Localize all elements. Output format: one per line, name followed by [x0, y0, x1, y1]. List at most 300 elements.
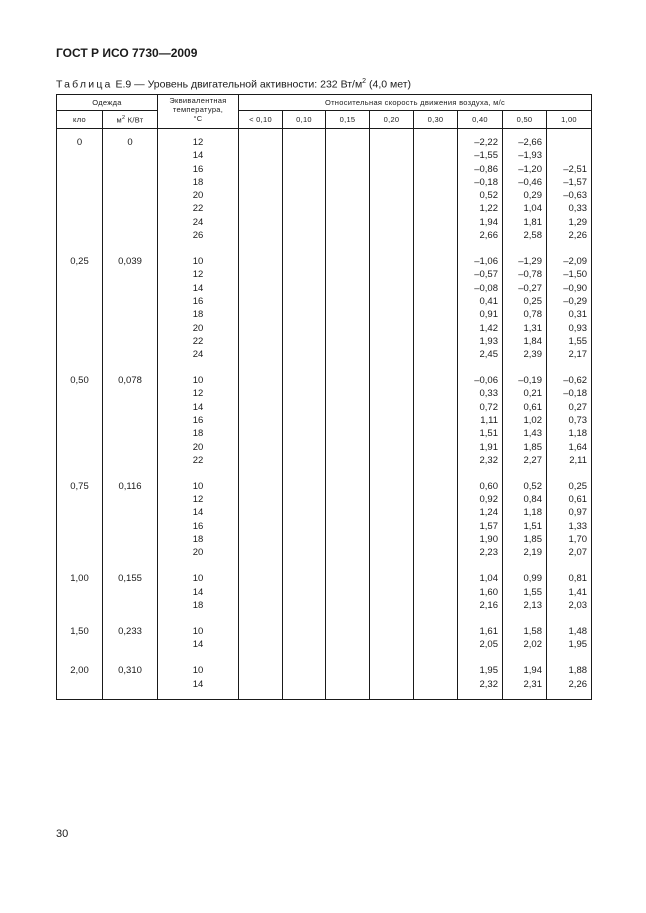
value-cell [414, 255, 458, 268]
temperature-cell: 22 [158, 335, 239, 348]
value-cell: 2,32 [458, 678, 503, 691]
empty-cell [370, 467, 414, 480]
temperature-cell: 18 [158, 533, 239, 546]
empty-cell [239, 691, 283, 700]
clo-cell: 1,00 [57, 572, 103, 585]
clo-cell: 1,50 [57, 625, 103, 638]
value-cell [239, 414, 283, 427]
spacer-row [57, 129, 592, 137]
m2kw-cell [103, 229, 158, 242]
temperature-cell: 12 [158, 493, 239, 506]
value-cell [326, 480, 370, 493]
value-cell [414, 414, 458, 427]
m2kw-cell [103, 268, 158, 281]
value-cell [326, 454, 370, 467]
value-cell [239, 441, 283, 454]
m2kw-cell [103, 546, 158, 559]
value-cell [239, 427, 283, 440]
empty-cell [103, 129, 158, 137]
table-caption [56, 78, 411, 91]
value-cell [283, 546, 326, 559]
empty-cell [503, 242, 547, 255]
value-cell [283, 599, 326, 612]
value-cell: 1,18 [503, 506, 547, 519]
value-cell: 2,32 [458, 454, 503, 467]
value-cell [326, 282, 370, 295]
clothing-header: Одежда [57, 95, 158, 111]
value-cell [239, 229, 283, 242]
clo-cell [57, 414, 103, 427]
empty-cell [57, 242, 103, 255]
value-cell [283, 414, 326, 427]
empty-cell [326, 691, 370, 700]
temperature-cell: 16 [158, 163, 239, 176]
temperature-header [158, 95, 239, 129]
empty-cell [283, 361, 326, 374]
empty-cell [158, 361, 239, 374]
value-cell [370, 546, 414, 559]
empty-cell [239, 612, 283, 625]
table-row [57, 506, 592, 519]
value-cell [414, 493, 458, 506]
empty-cell [370, 242, 414, 255]
table-row [57, 136, 592, 149]
value-cell: –0,86 [458, 163, 503, 176]
value-cell [283, 493, 326, 506]
value-cell [370, 308, 414, 321]
value-cell: 0,97 [547, 506, 592, 519]
empty-cell [57, 467, 103, 480]
value-cell [283, 441, 326, 454]
value-cell [239, 216, 283, 229]
clo-cell: 0,75 [57, 480, 103, 493]
value-cell: 2,11 [547, 454, 592, 467]
temperature-cell: 24 [158, 348, 239, 361]
speed-header: 0,50 [503, 111, 547, 129]
empty-cell [158, 612, 239, 625]
empty-cell [414, 242, 458, 255]
value-cell [326, 255, 370, 268]
m2kw-cell [103, 441, 158, 454]
empty-cell [283, 612, 326, 625]
table-row [57, 163, 592, 176]
temperature-cell: 14 [158, 678, 239, 691]
value-cell: 0,92 [458, 493, 503, 506]
value-cell [326, 520, 370, 533]
value-cell: 2,58 [503, 229, 547, 242]
value-cell [283, 533, 326, 546]
empty-cell [414, 129, 458, 137]
m2kw-cell [103, 414, 158, 427]
table-row [57, 678, 592, 691]
empty-cell [326, 129, 370, 137]
value-cell [283, 401, 326, 414]
m2kw-cell: 0,039 [103, 255, 158, 268]
table-body [57, 129, 592, 700]
value-cell [283, 268, 326, 281]
caption-suffix: (4,0 мет) [366, 78, 412, 91]
temperature-cell: 16 [158, 520, 239, 533]
value-cell: 2,31 [503, 678, 547, 691]
empty-cell [326, 361, 370, 374]
value-cell [414, 322, 458, 335]
temperature-cell: 10 [158, 625, 239, 638]
value-cell [239, 638, 283, 651]
m2kw-cell [103, 401, 158, 414]
value-cell: –0,62 [547, 374, 592, 387]
value-cell [283, 216, 326, 229]
empty-cell [458, 612, 503, 625]
value-cell [239, 163, 283, 176]
table-row [57, 202, 592, 215]
empty-cell [103, 560, 158, 573]
value-cell: 0,81 [547, 572, 592, 585]
table-row [57, 295, 592, 308]
value-cell [414, 599, 458, 612]
value-cell: –0,19 [503, 374, 547, 387]
value-cell: –0,18 [547, 387, 592, 400]
spacer-row [57, 612, 592, 625]
value-cell [326, 308, 370, 321]
value-cell [370, 586, 414, 599]
spacer-row [57, 242, 592, 255]
value-cell: 1,29 [547, 216, 592, 229]
value-cell: 0,78 [503, 308, 547, 321]
empty-cell [283, 691, 326, 700]
value-cell [326, 572, 370, 585]
temperature-cell: 14 [158, 149, 239, 162]
empty-cell [57, 361, 103, 374]
spacer-row [57, 361, 592, 374]
value-cell: –2,09 [547, 255, 592, 268]
temperature-cell: 18 [158, 308, 239, 321]
value-cell [370, 493, 414, 506]
value-cell [239, 335, 283, 348]
value-cell: 0,84 [503, 493, 547, 506]
value-cell: 0,93 [547, 322, 592, 335]
empty-cell [103, 467, 158, 480]
empty-cell [57, 129, 103, 137]
m2kw-cell [103, 176, 158, 189]
clo-cell [57, 441, 103, 454]
value-cell [414, 586, 458, 599]
value-cell [414, 454, 458, 467]
value-cell [414, 163, 458, 176]
clo-cell [57, 348, 103, 361]
value-cell [326, 678, 370, 691]
empty-cell [414, 361, 458, 374]
table-row [57, 268, 592, 281]
empty-cell [103, 612, 158, 625]
table-row [57, 638, 592, 651]
value-cell [414, 441, 458, 454]
value-cell [283, 255, 326, 268]
value-cell: 2,07 [547, 546, 592, 559]
value-cell [283, 189, 326, 202]
table-row [57, 149, 592, 162]
value-cell: –0,27 [503, 282, 547, 295]
value-cell: 1,04 [503, 202, 547, 215]
clo-cell [57, 454, 103, 467]
empty-cell [103, 691, 158, 700]
value-cell [414, 572, 458, 585]
value-cell: 0,27 [547, 401, 592, 414]
m2kw-cell [103, 586, 158, 599]
empty-cell [458, 652, 503, 665]
value-cell: 0,25 [547, 480, 592, 493]
empty-cell [458, 242, 503, 255]
value-cell [414, 401, 458, 414]
empty-cell [503, 652, 547, 665]
empty-cell [158, 242, 239, 255]
m2kw-cell [103, 454, 158, 467]
clo-cell [57, 638, 103, 651]
value-cell: 1,84 [503, 335, 547, 348]
value-cell [370, 664, 414, 677]
value-cell: –1,93 [503, 149, 547, 162]
clo-cell [57, 295, 103, 308]
value-cell [283, 176, 326, 189]
empty-cell [503, 612, 547, 625]
empty-cell [57, 560, 103, 573]
empty-cell [283, 242, 326, 255]
clo-cell [57, 401, 103, 414]
m2kw-cell [103, 638, 158, 651]
empty-cell [458, 560, 503, 573]
empty-cell [57, 652, 103, 665]
value-cell: –2,51 [547, 163, 592, 176]
caption-text: Е.9 — Уровень двигательной активности: 232 Вт/м [112, 78, 363, 91]
value-cell [370, 268, 414, 281]
empty-cell [414, 612, 458, 625]
empty-cell [158, 560, 239, 573]
value-cell [326, 229, 370, 242]
value-cell: 1,41 [547, 586, 592, 599]
clo-cell [57, 427, 103, 440]
table-row [57, 387, 592, 400]
clo-cell [57, 546, 103, 559]
empty-cell [370, 129, 414, 137]
value-cell [414, 625, 458, 638]
value-cell: 2,03 [547, 599, 592, 612]
value-cell [283, 202, 326, 215]
temperature-cell: 14 [158, 638, 239, 651]
document-header: ГОСТ Р ИСО 7730—2009 [56, 46, 198, 60]
empty-cell [103, 242, 158, 255]
value-cell [239, 374, 283, 387]
value-cell: –0,18 [458, 176, 503, 189]
value-cell: 2,26 [547, 229, 592, 242]
clo-cell: 0,50 [57, 374, 103, 387]
empty-cell [158, 467, 239, 480]
value-cell [370, 176, 414, 189]
table-row [57, 664, 592, 677]
empty-cell [239, 652, 283, 665]
clo-cell [57, 189, 103, 202]
value-cell [414, 282, 458, 295]
value-cell [283, 163, 326, 176]
value-cell: 0,52 [458, 189, 503, 202]
clo-cell [57, 599, 103, 612]
value-cell [326, 387, 370, 400]
temperature-cell: 16 [158, 295, 239, 308]
value-cell: –0,29 [547, 295, 592, 308]
temperature-cell: 16 [158, 414, 239, 427]
value-cell: 0,61 [503, 401, 547, 414]
value-cell [414, 149, 458, 162]
temperature-cell: 12 [158, 387, 239, 400]
empty-cell [57, 691, 103, 700]
value-cell: –0,06 [458, 374, 503, 387]
clo-cell [57, 202, 103, 215]
clo-cell [57, 176, 103, 189]
value-cell [239, 625, 283, 638]
value-cell [326, 322, 370, 335]
m2kw-cell [103, 308, 158, 321]
value-cell [239, 136, 283, 149]
value-cell [370, 401, 414, 414]
value-cell: 1,55 [503, 586, 547, 599]
value-cell [370, 163, 414, 176]
value-cell [414, 427, 458, 440]
value-cell [283, 229, 326, 242]
value-cell [414, 308, 458, 321]
value-cell: –1,55 [458, 149, 503, 162]
speed-header: 1,00 [547, 111, 592, 129]
m2kw-cell [103, 149, 158, 162]
empty-cell [370, 612, 414, 625]
value-cell [239, 255, 283, 268]
value-cell [370, 599, 414, 612]
value-cell [239, 520, 283, 533]
temperature-cell: 10 [158, 374, 239, 387]
empty-cell [370, 691, 414, 700]
air-speed-header: Относительная скорость движения воздуха, м/с [239, 95, 592, 111]
table-row [57, 427, 592, 440]
clo-cell [57, 282, 103, 295]
m2kw-cell [103, 295, 158, 308]
value-cell [326, 149, 370, 162]
empty-cell [503, 691, 547, 700]
value-cell [370, 414, 414, 427]
value-cell [283, 572, 326, 585]
table-row [57, 454, 592, 467]
value-cell [414, 216, 458, 229]
clo-cell [57, 678, 103, 691]
empty-cell [547, 467, 592, 480]
value-cell [414, 533, 458, 546]
value-cell: 0,33 [458, 387, 503, 400]
value-cell: –2,22 [458, 136, 503, 149]
value-cell: 0,99 [503, 572, 547, 585]
m2kw-cell: 0,310 [103, 664, 158, 677]
value-cell [414, 374, 458, 387]
value-cell: 1,55 [547, 335, 592, 348]
clo-cell: 2,00 [57, 664, 103, 677]
value-cell [370, 678, 414, 691]
value-cell: 2,19 [503, 546, 547, 559]
m2kw-cell [103, 599, 158, 612]
value-cell [370, 216, 414, 229]
value-cell: 1,70 [547, 533, 592, 546]
value-cell [326, 625, 370, 638]
temperature-cell: 12 [158, 136, 239, 149]
value-cell [326, 189, 370, 202]
table-row [57, 308, 592, 321]
value-cell: 1,90 [458, 533, 503, 546]
speed-header: 0,30 [414, 111, 458, 129]
value-cell: –1,57 [547, 176, 592, 189]
value-cell [547, 149, 592, 162]
empty-cell [547, 242, 592, 255]
empty-cell [158, 129, 239, 137]
value-cell: 2,16 [458, 599, 503, 612]
value-cell [283, 678, 326, 691]
value-cell: 2,26 [547, 678, 592, 691]
value-cell: 1,11 [458, 414, 503, 427]
temperature-cell: 18 [158, 599, 239, 612]
value-cell [326, 216, 370, 229]
temperature-cell: 12 [158, 268, 239, 281]
value-cell: –1,50 [547, 268, 592, 281]
empty-cell [503, 129, 547, 137]
value-cell [547, 136, 592, 149]
temperature-cell: 20 [158, 322, 239, 335]
value-cell: 1,60 [458, 586, 503, 599]
clo-cell [57, 335, 103, 348]
value-cell [239, 149, 283, 162]
empty-cell [239, 129, 283, 137]
value-cell [414, 678, 458, 691]
temperature-cell: 20 [158, 441, 239, 454]
empty-cell [414, 691, 458, 700]
table-row [57, 348, 592, 361]
empty-cell [547, 361, 592, 374]
value-cell: 2,02 [503, 638, 547, 651]
clo-cell [57, 308, 103, 321]
clo-cell [57, 268, 103, 281]
value-cell [326, 638, 370, 651]
value-cell: 0,21 [503, 387, 547, 400]
empty-cell [283, 560, 326, 573]
temperature-cell: 18 [158, 427, 239, 440]
value-cell [283, 322, 326, 335]
m2kw-cell: 0,155 [103, 572, 158, 585]
value-cell: 1,51 [503, 520, 547, 533]
clo-cell [57, 520, 103, 533]
value-cell: –0,08 [458, 282, 503, 295]
table-row [57, 189, 592, 202]
empty-cell [414, 467, 458, 480]
value-cell [326, 427, 370, 440]
value-cell [414, 664, 458, 677]
empty-cell [547, 652, 592, 665]
value-cell: –0,46 [503, 176, 547, 189]
value-cell [370, 441, 414, 454]
value-cell: 2,39 [503, 348, 547, 361]
m2kw-cell [103, 163, 158, 176]
value-cell [283, 149, 326, 162]
empty-cell [458, 361, 503, 374]
m2kw-cell: 0 [103, 136, 158, 149]
value-cell [370, 255, 414, 268]
empty-cell [283, 467, 326, 480]
value-cell [283, 520, 326, 533]
value-cell [239, 572, 283, 585]
value-cell [239, 586, 283, 599]
empty-cell [547, 129, 592, 137]
table-row [57, 546, 592, 559]
